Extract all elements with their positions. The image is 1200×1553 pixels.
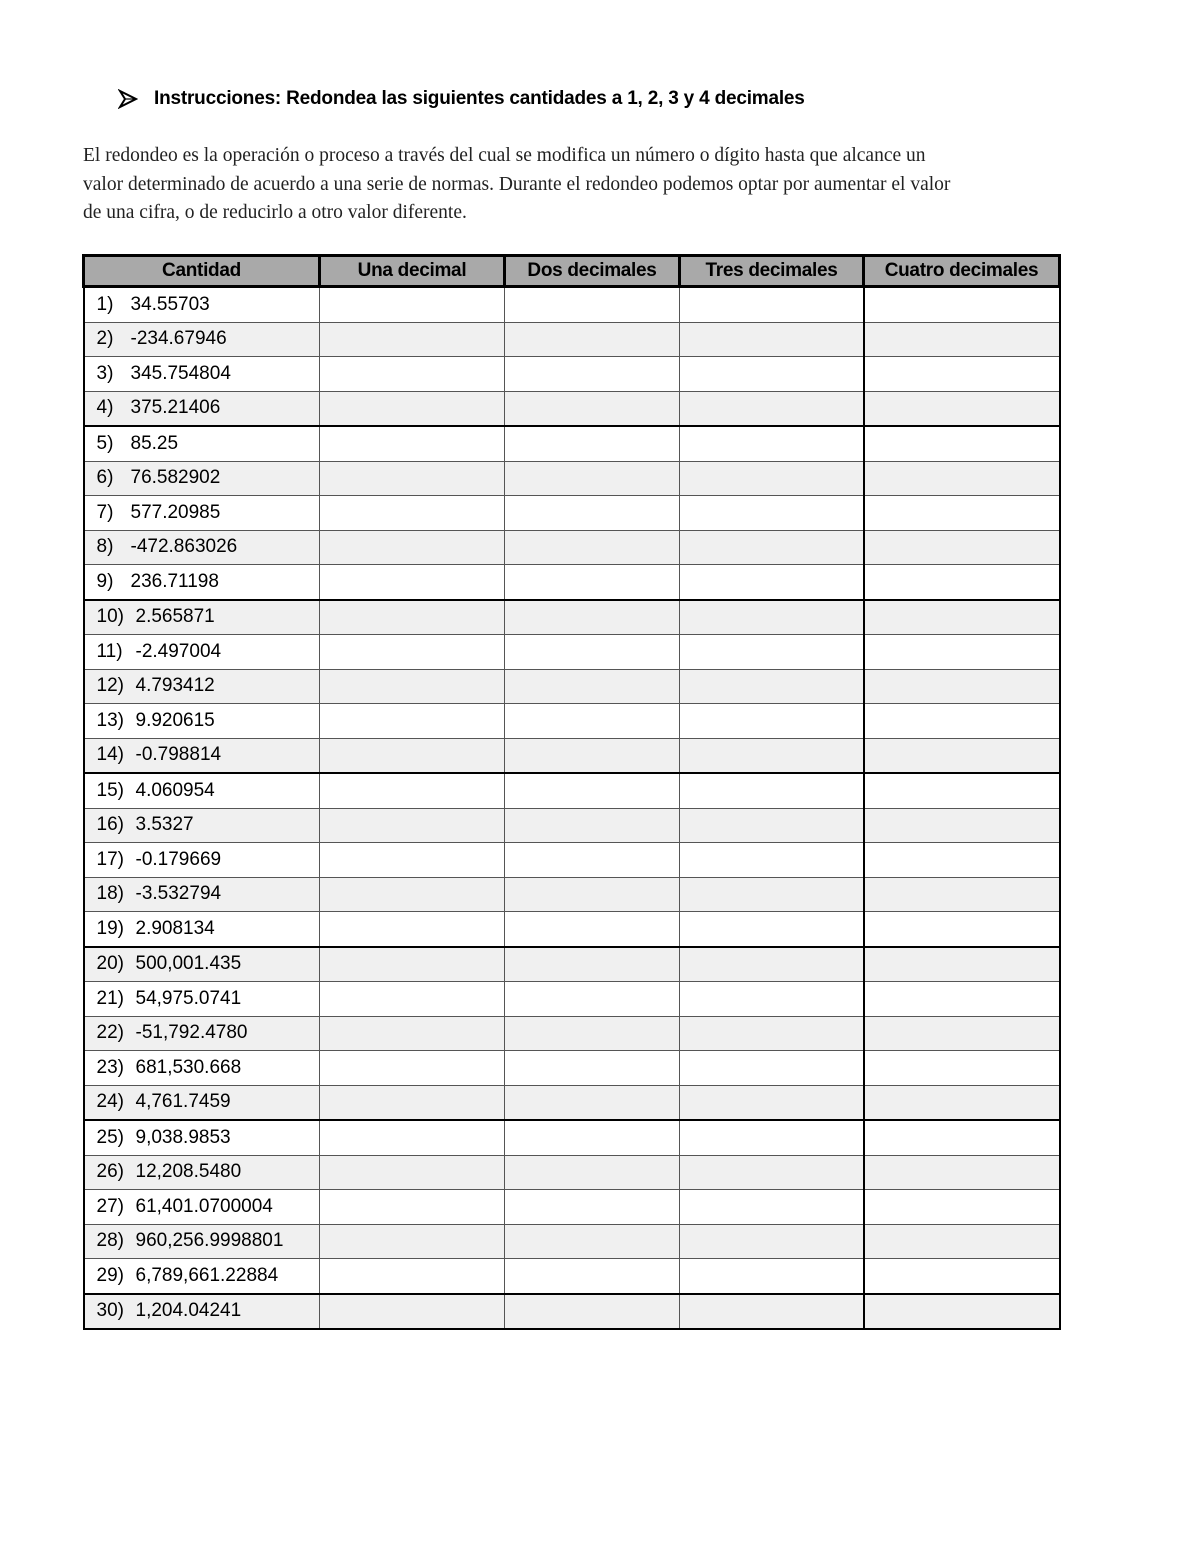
dos-decimales-answer-cell[interactable]	[505, 565, 680, 600]
cantidad-cell	[84, 912, 320, 947]
dos-decimales-answer-cell[interactable]	[505, 704, 680, 739]
item-number: 2)	[96, 328, 114, 350]
tres-decimales-answer-cell[interactable]	[680, 1051, 864, 1086]
dos-decimales-answer-cell[interactable]	[505, 1016, 680, 1051]
cantidad-cell	[84, 1294, 320, 1330]
cuatro-decimales-answer-cell[interactable]	[864, 738, 1060, 773]
cuatro-decimales-answer-cell[interactable]	[864, 912, 1060, 947]
table-row	[84, 496, 1060, 531]
table-row	[84, 322, 1060, 357]
item-value: 375.21406	[130, 397, 221, 419]
item-value: -234.67946	[130, 328, 227, 350]
item-number: 12)	[96, 675, 124, 697]
dos-decimales-answer-cell[interactable]	[505, 773, 680, 808]
tres-decimales-answer-cell[interactable]	[680, 1224, 864, 1259]
cantidad-cell	[84, 530, 320, 565]
una-decimal-answer-cell[interactable]	[320, 635, 505, 670]
item-number: 23)	[96, 1056, 124, 1078]
table-row	[84, 1190, 1060, 1225]
una-decimal-answer-cell[interactable]	[320, 496, 505, 531]
item-value: 54,975.0741	[135, 987, 242, 1009]
tres-decimales-answer-cell[interactable]	[680, 843, 864, 878]
tres-decimales-answer-cell[interactable]	[680, 322, 864, 357]
table-row	[84, 877, 1060, 912]
cantidad-cell	[84, 1155, 320, 1190]
intro-paragraph	[83, 142, 1123, 228]
cuatro-decimales-answer-cell[interactable]	[864, 773, 1060, 808]
cantidad-cell	[84, 704, 320, 739]
cuatro-decimales-answer-cell[interactable]	[864, 530, 1060, 565]
una-decimal-answer-cell[interactable]	[320, 357, 505, 392]
item-number: 17)	[96, 848, 124, 870]
una-decimal-answer-cell[interactable]	[320, 391, 505, 426]
item-value: 9.920615	[135, 709, 215, 731]
una-decimal-answer-cell[interactable]	[320, 1085, 505, 1120]
tres-decimales-answer-cell[interactable]	[680, 877, 864, 912]
item-value: -0.798814	[135, 744, 222, 766]
una-decimal-answer-cell[interactable]	[320, 669, 505, 704]
dos-decimales-answer-cell[interactable]	[505, 391, 680, 426]
cuatro-decimales-answer-cell[interactable]	[864, 322, 1060, 357]
table-row	[84, 704, 1060, 739]
cantidad-cell	[84, 982, 320, 1017]
table-row	[84, 1016, 1060, 1051]
tres-decimales-answer-cell[interactable]	[680, 1085, 864, 1120]
table-row	[84, 773, 1060, 808]
cuatro-decimales-answer-cell[interactable]	[864, 391, 1060, 426]
cuatro-decimales-answer-cell[interactable]	[864, 669, 1060, 704]
cuatro-decimales-answer-cell[interactable]	[864, 461, 1060, 496]
tres-decimales-answer-cell[interactable]	[680, 912, 864, 947]
table-row	[84, 808, 1060, 843]
tres-decimales-answer-cell[interactable]	[680, 461, 864, 496]
cuatro-decimales-answer-cell[interactable]	[864, 1224, 1060, 1259]
cuatro-decimales-answer-cell[interactable]	[864, 982, 1060, 1017]
cantidad-cell	[84, 357, 320, 392]
cuatro-decimales-answer-cell[interactable]	[864, 600, 1060, 635]
dos-decimales-answer-cell[interactable]	[505, 287, 680, 323]
cantidad-cell	[84, 1051, 320, 1086]
table-row	[84, 530, 1060, 565]
tres-decimales-answer-cell[interactable]	[680, 704, 864, 739]
tres-decimales-answer-cell[interactable]	[680, 1016, 864, 1051]
item-number: 5)	[96, 432, 114, 454]
item-number: 27)	[96, 1195, 124, 1217]
cuatro-decimales-answer-cell[interactable]	[864, 426, 1060, 461]
dos-decimales-answer-cell[interactable]	[505, 982, 680, 1017]
tres-decimales-answer-cell[interactable]	[680, 391, 864, 426]
table-row	[84, 912, 1060, 947]
cuatro-decimales-answer-cell[interactable]	[864, 877, 1060, 912]
cantidad-cell	[84, 1016, 320, 1051]
item-number: 28)	[96, 1230, 124, 1252]
dos-decimales-answer-cell[interactable]	[505, 530, 680, 565]
una-decimal-answer-cell[interactable]	[320, 1294, 505, 1330]
arrowhead-bullet-icon	[118, 89, 138, 109]
una-decimal-answer-cell[interactable]	[320, 426, 505, 461]
cantidad-cell	[84, 635, 320, 670]
table-row	[84, 1155, 1060, 1190]
una-decimal-answer-cell[interactable]	[320, 322, 505, 357]
cantidad-cell	[84, 496, 320, 531]
tres-decimales-answer-cell[interactable]	[680, 357, 864, 392]
item-number: 16)	[96, 814, 124, 836]
item-value: 2.565871	[135, 606, 215, 628]
cuatro-decimales-answer-cell[interactable]	[864, 565, 1060, 600]
item-number: 30)	[96, 1300, 124, 1322]
header-cantidad: Cantidad	[84, 256, 320, 287]
dos-decimales-answer-cell[interactable]	[505, 600, 680, 635]
cuatro-decimales-answer-cell[interactable]	[864, 357, 1060, 392]
cuatro-decimales-answer-cell[interactable]	[864, 1085, 1060, 1120]
table-header-row	[84, 256, 1060, 287]
dos-decimales-answer-cell[interactable]	[505, 1155, 680, 1190]
tres-decimales-answer-cell[interactable]	[680, 947, 864, 982]
item-number: 7)	[96, 501, 114, 523]
table-row	[84, 1051, 1060, 1086]
cuatro-decimales-answer-cell[interactable]	[864, 1155, 1060, 1190]
item-value: 2.908134	[135, 917, 215, 939]
una-decimal-answer-cell[interactable]	[320, 877, 505, 912]
tres-decimales-answer-cell[interactable]	[680, 1294, 864, 1330]
item-value: 61,401.0700004	[135, 1195, 273, 1217]
una-decimal-answer-cell[interactable]	[320, 1051, 505, 1086]
una-decimal-answer-cell[interactable]	[320, 1016, 505, 1051]
cuatro-decimales-answer-cell[interactable]	[864, 635, 1060, 670]
dos-decimales-answer-cell[interactable]	[505, 426, 680, 461]
una-decimal-answer-cell[interactable]	[320, 600, 505, 635]
item-number: 25)	[96, 1126, 124, 1148]
cuatro-decimales-answer-cell[interactable]	[864, 287, 1060, 323]
dos-decimales-answer-cell[interactable]	[505, 322, 680, 357]
cuatro-decimales-answer-cell[interactable]	[864, 704, 1060, 739]
item-value: -2.497004	[135, 640, 222, 662]
dos-decimales-answer-cell[interactable]	[505, 843, 680, 878]
tres-decimales-answer-cell[interactable]	[680, 635, 864, 670]
una-decimal-answer-cell[interactable]	[320, 461, 505, 496]
item-value: 6,789,661.22884	[135, 1264, 279, 1286]
cantidad-cell	[84, 773, 320, 808]
dos-decimales-answer-cell[interactable]	[505, 1190, 680, 1225]
item-value: -472.863026	[130, 536, 238, 558]
tres-decimales-answer-cell[interactable]	[680, 773, 864, 808]
item-number: 8)	[96, 536, 114, 558]
item-value: 4,761.7459	[135, 1091, 231, 1113]
item-number: 22)	[96, 1022, 124, 1044]
table-row	[84, 1259, 1060, 1294]
cantidad-cell	[84, 426, 320, 461]
cantidad-cell	[84, 1120, 320, 1155]
table-body	[84, 287, 1060, 1330]
item-value: 3.5327	[135, 814, 194, 836]
cantidad-cell	[84, 669, 320, 704]
table-row	[84, 287, 1060, 323]
tres-decimales-answer-cell[interactable]	[680, 496, 864, 531]
table-row	[84, 1085, 1060, 1120]
tres-decimales-answer-cell[interactable]	[680, 600, 864, 635]
una-decimal-answer-cell[interactable]	[320, 1120, 505, 1155]
cuatro-decimales-answer-cell[interactable]	[864, 1259, 1060, 1294]
item-value: 345.754804	[130, 362, 231, 384]
dos-decimales-answer-cell[interactable]	[505, 1120, 680, 1155]
instruction-line	[118, 84, 805, 114]
table-row	[84, 738, 1060, 773]
cantidad-cell	[84, 461, 320, 496]
tres-decimales-answer-cell[interactable]	[680, 738, 864, 773]
table-row	[84, 843, 1060, 878]
header-cuatro-decimales: Cuatro decimales	[864, 256, 1060, 287]
cantidad-cell	[84, 738, 320, 773]
dos-decimales-answer-cell[interactable]	[505, 669, 680, 704]
cantidad-cell	[84, 565, 320, 600]
dos-decimales-answer-cell[interactable]	[505, 1085, 680, 1120]
tres-decimales-answer-cell[interactable]	[680, 426, 864, 461]
item-number: 19)	[96, 917, 124, 939]
instruction-text: Instrucciones: Redondea las siguientes cantidades a 1, 2, 3 y 4 decimales	[154, 88, 805, 109]
table-row	[84, 565, 1060, 600]
item-value: 1,204.04241	[135, 1300, 242, 1322]
dos-decimales-answer-cell[interactable]	[505, 357, 680, 392]
dos-decimales-answer-cell[interactable]	[505, 496, 680, 531]
tres-decimales-answer-cell[interactable]	[680, 1190, 864, 1225]
table-row	[84, 357, 1060, 392]
item-number: 11)	[96, 640, 123, 662]
dos-decimales-answer-cell[interactable]	[505, 947, 680, 982]
dos-decimales-answer-cell[interactable]	[505, 738, 680, 773]
table-row	[84, 600, 1060, 635]
item-value: 577.20985	[130, 501, 221, 523]
item-number: 9)	[96, 570, 114, 592]
table-row	[84, 1120, 1060, 1155]
tres-decimales-answer-cell[interactable]	[680, 565, 864, 600]
dos-decimales-answer-cell[interactable]	[505, 912, 680, 947]
tres-decimales-answer-cell[interactable]	[680, 982, 864, 1017]
cantidad-cell	[84, 391, 320, 426]
table-row	[84, 1294, 1060, 1330]
una-decimal-answer-cell[interactable]	[320, 287, 505, 323]
cuatro-decimales-answer-cell[interactable]	[864, 1294, 1060, 1330]
intro-line: El redondeo es la operación o proceso a través del cual se modifica un número o dígito hasta que alcance un	[83, 145, 926, 166]
cantidad-cell	[84, 1259, 320, 1294]
table-row	[84, 391, 1060, 426]
item-value: 500,001.435	[135, 953, 242, 975]
una-decimal-answer-cell[interactable]	[320, 843, 505, 878]
item-value: 4.793412	[135, 675, 215, 697]
una-decimal-answer-cell[interactable]	[320, 947, 505, 982]
item-number: 26)	[96, 1161, 124, 1183]
item-value: 85.25	[130, 432, 179, 454]
una-decimal-answer-cell[interactable]	[320, 808, 505, 843]
tres-decimales-answer-cell[interactable]	[680, 1155, 864, 1190]
una-decimal-answer-cell[interactable]	[320, 982, 505, 1017]
dos-decimales-answer-cell[interactable]	[505, 461, 680, 496]
cantidad-cell	[84, 877, 320, 912]
item-number: 29)	[96, 1264, 124, 1286]
table-row	[84, 982, 1060, 1017]
cantidad-cell	[84, 1190, 320, 1225]
tres-decimales-answer-cell[interactable]	[680, 530, 864, 565]
item-value: 12,208.5480	[135, 1161, 242, 1183]
dos-decimales-answer-cell[interactable]	[505, 1224, 680, 1259]
dos-decimales-answer-cell[interactable]	[505, 1051, 680, 1086]
cuatro-decimales-answer-cell[interactable]	[864, 496, 1060, 531]
item-value: 9,038.9853	[135, 1126, 231, 1148]
item-value: -0.179669	[135, 848, 222, 870]
tres-decimales-answer-cell[interactable]	[680, 808, 864, 843]
item-value: 960,256.9998801	[135, 1230, 284, 1252]
cantidad-cell	[84, 843, 320, 878]
item-number: 10)	[96, 606, 124, 628]
intro-line: valor determinado de acuerdo a una serie de normas. Durante el redondeo podemos optar por aumentar el valor	[83, 173, 951, 195]
cantidad-cell	[84, 947, 320, 982]
item-number: 3)	[96, 362, 114, 384]
item-number: 24)	[96, 1091, 124, 1113]
item-number: 15)	[96, 779, 124, 801]
item-number: 20)	[96, 953, 124, 975]
cuatro-decimales-answer-cell[interactable]	[864, 1016, 1060, 1051]
una-decimal-answer-cell[interactable]	[320, 1155, 505, 1190]
una-decimal-answer-cell[interactable]	[320, 773, 505, 808]
item-number: 1)	[96, 293, 114, 315]
header-una-decimal: Una decimal	[320, 256, 505, 287]
item-value: 76.582902	[130, 467, 221, 489]
table-row	[84, 426, 1060, 461]
una-decimal-answer-cell[interactable]	[320, 912, 505, 947]
item-number: 18)	[96, 883, 124, 905]
table-row	[84, 635, 1060, 670]
una-decimal-answer-cell[interactable]	[320, 738, 505, 773]
item-number: 14)	[96, 744, 124, 766]
tres-decimales-answer-cell[interactable]	[680, 287, 864, 323]
item-number: 4)	[96, 397, 114, 419]
cuatro-decimales-answer-cell[interactable]	[864, 1051, 1060, 1086]
una-decimal-answer-cell[interactable]	[320, 704, 505, 739]
cuatro-decimales-answer-cell[interactable]	[864, 1190, 1060, 1225]
tres-decimales-answer-cell[interactable]	[680, 1259, 864, 1294]
cantidad-cell	[84, 1085, 320, 1120]
table-row	[84, 461, 1060, 496]
item-value: 4.060954	[135, 779, 215, 801]
item-value: -3.532794	[135, 883, 222, 905]
una-decimal-answer-cell[interactable]	[320, 1259, 505, 1294]
cantidad-cell	[84, 287, 320, 323]
table-row	[84, 669, 1060, 704]
tres-decimales-answer-cell[interactable]	[680, 669, 864, 704]
item-value: -51,792.4780	[135, 1022, 248, 1044]
dos-decimales-answer-cell[interactable]	[505, 877, 680, 912]
una-decimal-answer-cell[interactable]	[320, 565, 505, 600]
item-value: 236.71198	[130, 570, 219, 592]
cuatro-decimales-answer-cell[interactable]	[864, 947, 1060, 982]
table-row	[84, 947, 1060, 982]
una-decimal-answer-cell[interactable]	[320, 1224, 505, 1259]
item-value: 34.55703	[130, 293, 210, 315]
cuatro-decimales-answer-cell[interactable]	[864, 808, 1060, 843]
tres-decimales-answer-cell[interactable]	[680, 1120, 864, 1155]
cuatro-decimales-answer-cell[interactable]	[864, 1120, 1060, 1155]
cantidad-cell	[84, 1224, 320, 1259]
una-decimal-answer-cell[interactable]	[320, 530, 505, 565]
dos-decimales-answer-cell[interactable]	[505, 808, 680, 843]
dos-decimales-answer-cell[interactable]	[505, 635, 680, 670]
table-row	[84, 1224, 1060, 1259]
cantidad-cell	[84, 600, 320, 635]
header-tres-decimales: Tres decimales	[680, 256, 864, 287]
header-dos-decimales: Dos decimales	[505, 256, 680, 287]
dos-decimales-answer-cell[interactable]	[505, 1259, 680, 1294]
item-number: 21)	[96, 987, 124, 1009]
intro-line: de una cifra, o de reducirlo a otro valor diferente.	[83, 202, 467, 223]
dos-decimales-answer-cell[interactable]	[505, 1294, 680, 1330]
una-decimal-answer-cell[interactable]	[320, 1190, 505, 1225]
item-number: 6)	[96, 467, 114, 489]
cuatro-decimales-answer-cell[interactable]	[864, 843, 1060, 878]
item-value: 681,530.668	[135, 1056, 242, 1078]
item-number: 13)	[96, 709, 124, 731]
rounding-table	[82, 254, 1061, 1330]
cantidad-cell	[84, 808, 320, 843]
cantidad-cell	[84, 322, 320, 357]
